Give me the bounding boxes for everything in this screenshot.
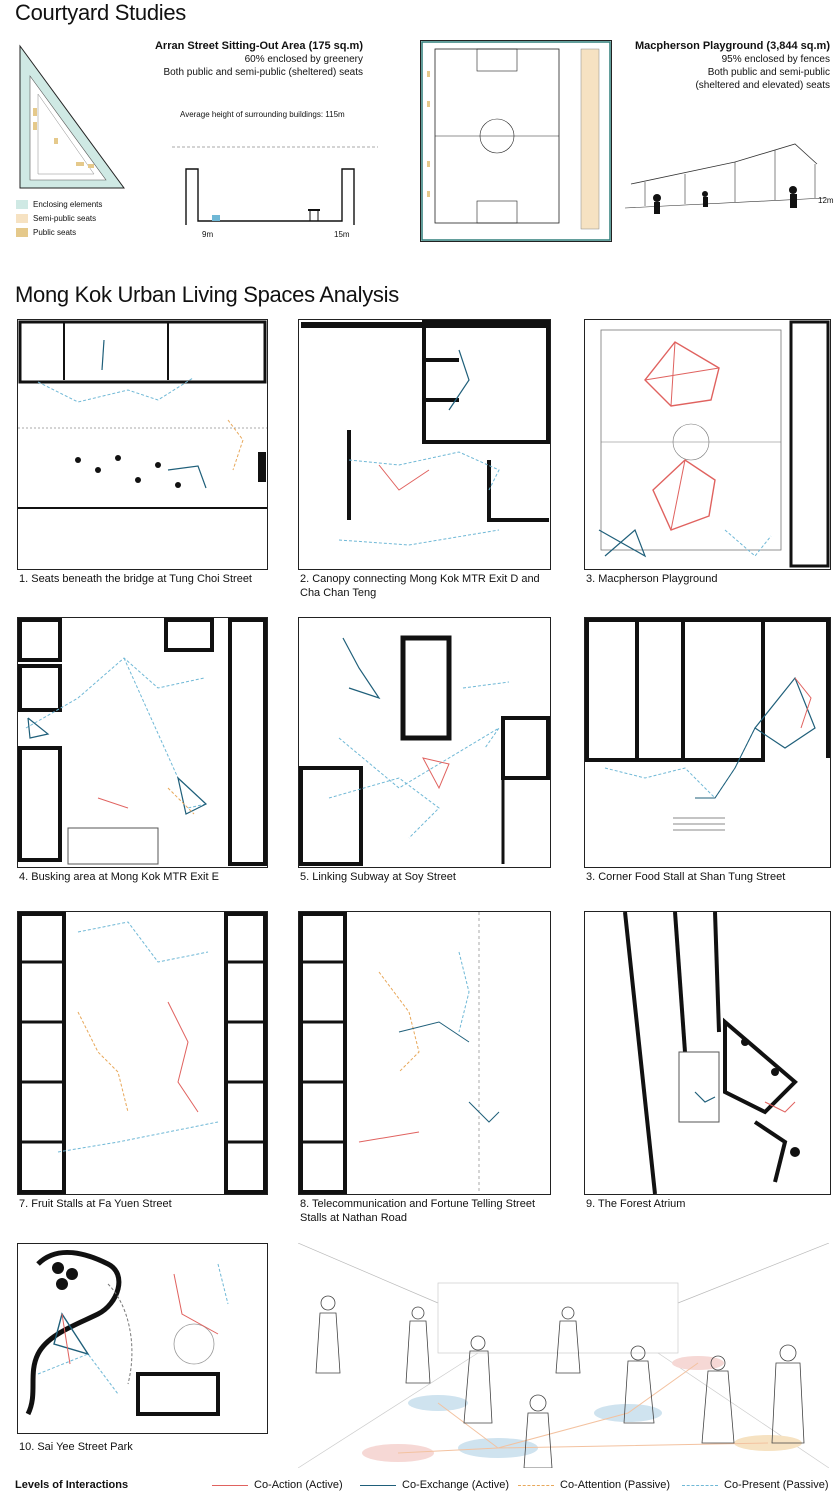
legend-co-action: Co-Action (Active)	[212, 1479, 343, 1491]
swatch-semi-public	[16, 214, 28, 223]
macpherson-perspective	[625, 102, 825, 240]
panel-10-sai-yee-park	[17, 1243, 268, 1434]
legend-co-attention: Co-Attention (Passive)	[518, 1479, 670, 1491]
levels-title: Levels of Interactions	[15, 1479, 129, 1491]
caption-7: 7. Fruit Stalls at Fa Yuen Street	[19, 1198, 172, 1210]
co-exchange-line	[360, 1485, 396, 1486]
legend-enclosing: Enclosing elements	[16, 200, 102, 209]
levels-legend	[0, 1476, 835, 1496]
panel-1-tung-choi	[17, 319, 268, 570]
caption-4: 4. Busking area at Mong Kok MTR Exit E	[19, 871, 219, 883]
caption-5: 5. Linking Subway at Soy Street	[300, 871, 456, 883]
caption-9: 9. The Forest Atrium	[586, 1198, 686, 1210]
caption-8: 8. Telecommunication and Fortune Telling Street Stalls at Nathan Road	[300, 1198, 536, 1224]
caption-10: 10. Sai Yee Street Park	[19, 1441, 133, 1453]
panel-8-nathan-road	[298, 911, 551, 1195]
caption-3: 3. Macpherson Playground	[586, 573, 718, 585]
arran-dim-left: 9m	[202, 230, 214, 239]
caption-6: 3. Corner Food Stall at Shan Tung Street	[586, 871, 786, 883]
section-title-courtyard: Courtyard Studies	[15, 0, 186, 25]
legend-public: Public seats	[16, 228, 76, 237]
co-action-line	[212, 1485, 248, 1486]
legend-co-exchange: Co-Exchange (Active)	[360, 1479, 509, 1491]
section-title-analysis: Mong Kok Urban Living Spaces Analysis	[15, 282, 399, 307]
panel-4-busking	[17, 617, 268, 868]
caption-1: 1. Seats beneath the bridge at Tung Choi Street	[19, 573, 252, 585]
panel-3-macpherson	[584, 319, 831, 570]
macpherson-info: Macpherson Playground (3,844 sq.m) 95% enclosed by fences Both public and semi-public (sheltered and elevated) seats	[635, 40, 830, 91]
arran-section	[170, 125, 380, 235]
co-attention-line	[518, 1485, 554, 1486]
swatch-enclosing	[16, 200, 28, 209]
arran-info: Arran Street Sitting-Out Area (175 sq.m) 60% enclosed by greenery Both public and semi-public (sheltered) seats	[154, 40, 363, 78]
arran-dim-right: 15m	[334, 230, 350, 239]
arran-title: Arran Street Sitting-Out Area (175 sq.m)	[154, 40, 363, 52]
panel-7-fruit-stalls	[17, 911, 268, 1195]
swatch-public	[16, 228, 28, 237]
panel-9-forest-atrium	[584, 911, 831, 1195]
panel-5-subway	[298, 617, 551, 868]
macpherson-title: Macpherson Playground (3,844 sq.m)	[635, 40, 830, 52]
co-present-line	[682, 1485, 718, 1486]
arran-avg-height: Average height of surrounding buildings: 115m	[180, 110, 345, 119]
macpherson-dim: 12m	[818, 196, 834, 205]
legend-co-present: Co-Present (Passive)	[682, 1479, 829, 1491]
arran-plan	[14, 38, 126, 198]
caption-2: 2. Canopy connecting Mong Kok MTR Exit D and Cha Chan Teng	[300, 573, 540, 599]
legend-semi-public: Semi-public seats	[16, 214, 96, 223]
street-perspective-illustration	[298, 1243, 829, 1468]
macpherson-plan	[420, 40, 612, 242]
panel-2-canopy	[298, 319, 551, 570]
panel-6-corner-food	[584, 617, 831, 868]
